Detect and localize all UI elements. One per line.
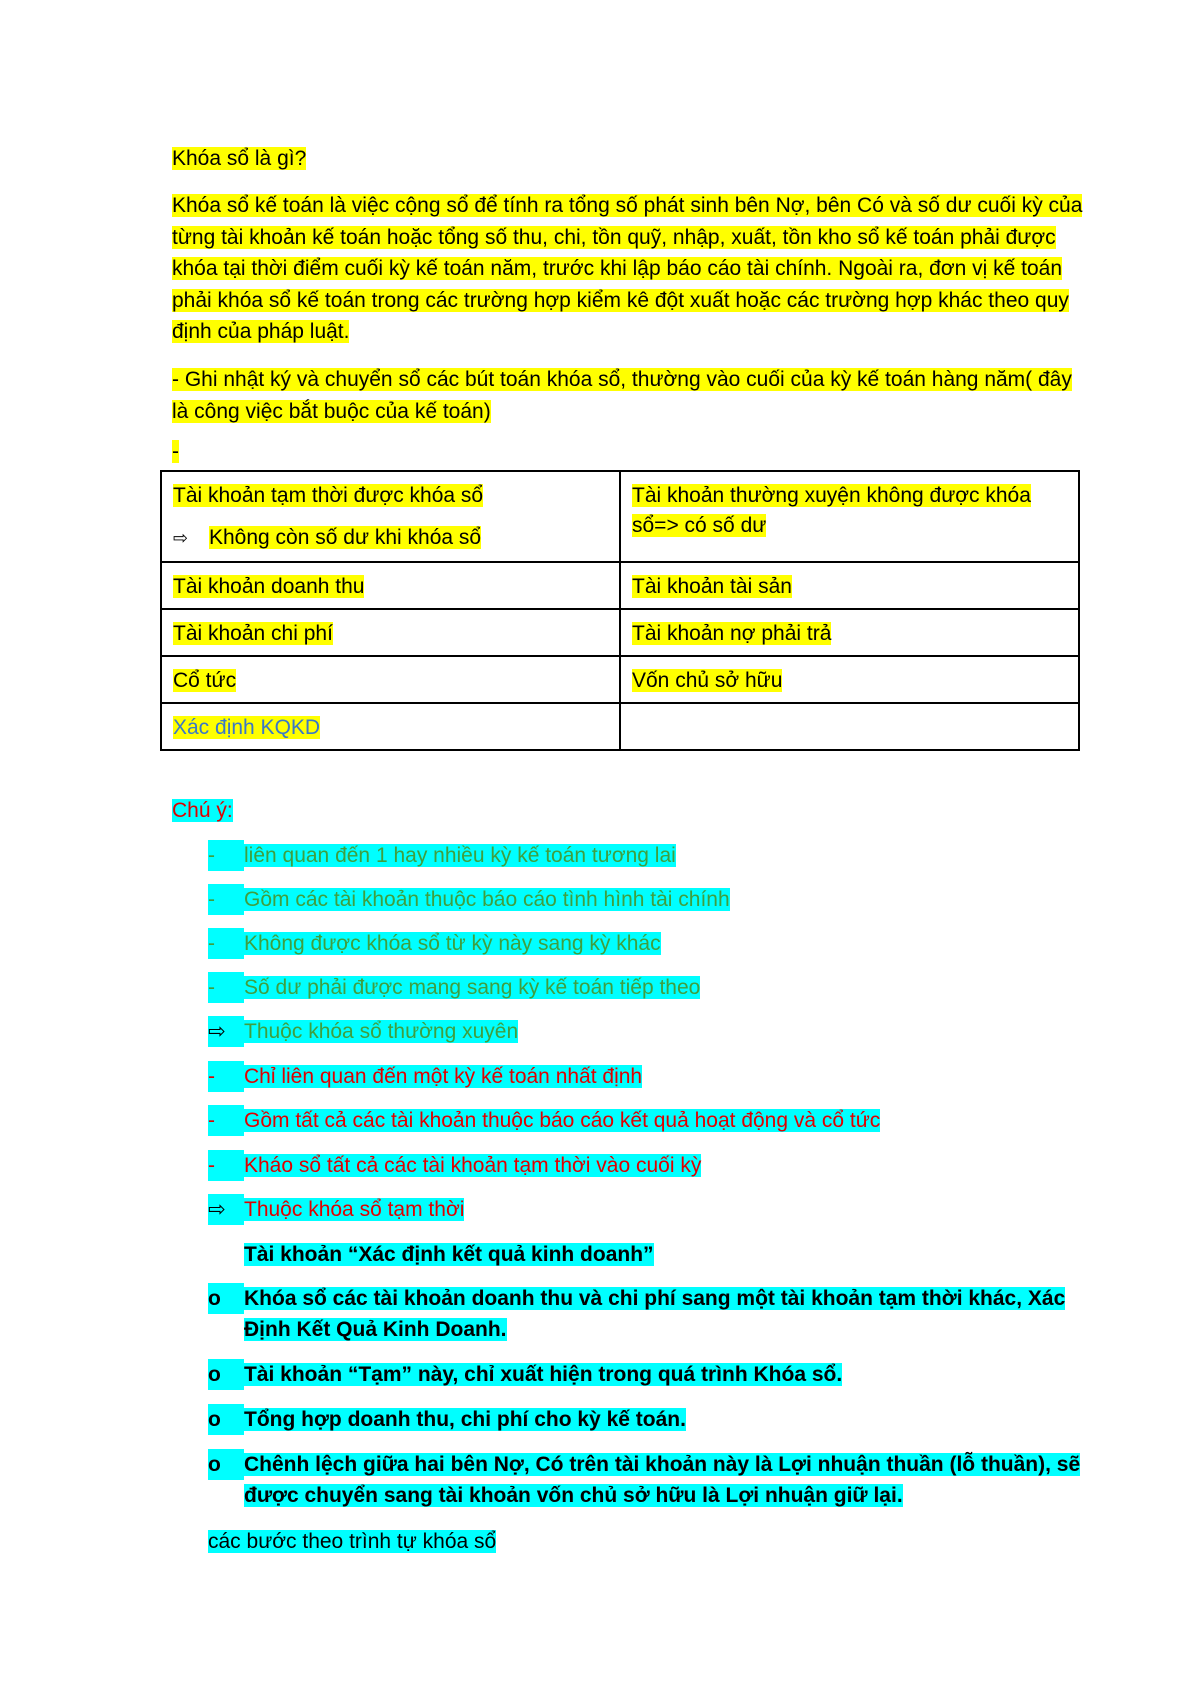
list-item <box>208 1150 1108 1181</box>
table-header-left-cell <box>161 471 620 562</box>
list-item-text: Không được khóa sổ từ kỳ này sang kỳ khác <box>244 932 661 955</box>
bullet-dash: - <box>208 1105 244 1136</box>
bullet-dash: - <box>208 840 244 871</box>
circle-bullet-icon: o <box>208 1359 244 1390</box>
permanent-accounts-header: Tài khoản thường xuyện không được khóa sổ=> có số dư <box>632 484 1031 537</box>
table-cell <box>620 703 1079 750</box>
cell-text: Tài khoản doanh thu <box>173 575 365 598</box>
dash-text: - <box>172 440 179 463</box>
cell-text: Xác định KQKD <box>173 716 321 739</box>
list-item <box>208 972 1108 1003</box>
list-item <box>208 1359 1108 1390</box>
cell-text: Tài khoản tài sản <box>632 575 792 598</box>
bullet-dash: - <box>208 1061 244 1092</box>
journal-note-text: - Ghi nhật ký và chuyển sổ các bút toán khóa sổ, thường vào cuối của kỳ kế toán hàng năm( đây là công việc bắt buộc của kế toán) <box>172 368 1072 423</box>
list-item-text: Chỉ liên quan đến một kỳ kế toán nhất định <box>244 1065 643 1088</box>
table-row <box>161 656 1079 703</box>
table-cell <box>161 703 620 750</box>
definition-paragraph <box>172 190 1092 348</box>
journal-note-paragraph <box>172 364 1092 427</box>
list-item <box>208 1404 1108 1435</box>
bullet-dash: - <box>208 884 244 915</box>
cell-text: Tài khoản nợ phải trả <box>632 622 832 645</box>
steps-title-text: các bước theo trình tự khóa sổ <box>208 1530 497 1553</box>
temporary-accounts-header: Tài khoản tạm thời được khóa sổ <box>173 484 484 507</box>
bullet-dash: - <box>208 972 244 1003</box>
table-cell <box>620 656 1079 703</box>
table-cell <box>161 656 620 703</box>
arrow-right-icon: ⇨ <box>208 1194 244 1225</box>
list-item-text: Kháo sổ tất cả các tài khoản tạm thời vào cuối kỳ <box>244 1154 702 1177</box>
arrow-right-icon: ⇨ <box>173 528 189 548</box>
list-item <box>208 1061 1108 1092</box>
list-item-text: Khóa sổ các tài khoản doanh thu và chi phí sang một tài khoản tạm thời khác, Xác Định Kết Quả Kinh Doanh. <box>244 1287 1066 1341</box>
note-title <box>172 795 1092 827</box>
list-item-text: Tài khoản “Tạm” này, chỉ xuất hiện trong quá trình Khóa sổ. <box>244 1363 843 1386</box>
cell-text: Tài khoản chi phí <box>173 622 333 645</box>
heading-text: Khóa sổ là gì? <box>172 147 307 170</box>
list-item-text: Thuộc khóa sổ thường xuyên <box>244 1020 519 1043</box>
list-item-text: Số dư phải được mang sang kỳ kế toán tiếp theo <box>244 976 701 999</box>
table-cell <box>161 609 620 656</box>
cell-text: Vốn chủ sở hữu <box>632 669 783 692</box>
table-row <box>161 703 1079 750</box>
circle-bullet-icon: o <box>208 1449 244 1480</box>
account-title-text: Tài khoản “Xác định kết quả kinh doanh” <box>244 1243 654 1266</box>
list-item-text: liên quan đến 1 hay nhiều kỳ kế toán tương lai <box>244 844 676 867</box>
table-cell <box>161 562 620 609</box>
table-header-row <box>161 471 1079 562</box>
bullet-dash: - <box>208 928 244 959</box>
note-title-text: Chú ý: <box>172 799 233 822</box>
list-item <box>208 928 1108 959</box>
header-sub-line <box>173 523 609 553</box>
list-item <box>208 1449 1108 1511</box>
cell-text: Cổ tức <box>173 669 237 692</box>
list-item-text: Thuộc khóa sổ tạm thời <box>244 1198 465 1221</box>
heading <box>172 143 1092 175</box>
arrow-right-icon: ⇨ <box>208 1016 244 1047</box>
list-item <box>208 1016 1108 1047</box>
dash-paragraph <box>172 436 1092 468</box>
table-row <box>161 609 1079 656</box>
definition-text: Khóa sổ kế toán là việc cộng sổ để tính ra tổng số phát sinh bên Nợ, bên Có và số dư cuối kỳ của từng tài khoản kế toán hoặc tổng số thu, chi, tồn quỹ, nhập, xuất, tồn kho sổ kế toán phải được khóa tại thời điểm cuối kỳ kế toán năm, trước khi lập báo cáo tài chính. Ngoài ra, đơn vị kế toán phải khóa sổ kế toán trong các trường hợp kiểm kê đột xuất hoặc các trường hợp khác theo quy định của pháp luật. <box>172 194 1083 343</box>
circle-bullet-icon: o <box>208 1404 244 1435</box>
list-item-text: Gồm các tài khoản thuộc báo cáo tình hình tài chính <box>244 888 730 911</box>
table-cell <box>620 562 1079 609</box>
table-row <box>161 562 1079 609</box>
list-item <box>208 840 1108 871</box>
list-item <box>208 1194 1108 1225</box>
list-item-text: Chênh lệch giữa hai bên Nợ, Có trên tài khoản này là Lợi nhuận thuần (lỗ thuần), sẽ được chuyển sang tài khoản vốn chủ sở hữu là Lợi nhuận giữ lại. <box>244 1453 1081 1507</box>
table-header-right-cell <box>620 471 1079 562</box>
steps-title <box>208 1526 1108 1557</box>
list-item-text: Tổng hợp doanh thu, chi phí cho kỳ kế toán. <box>244 1408 686 1431</box>
account-title <box>208 1239 1108 1270</box>
circle-bullet-icon: o <box>208 1283 244 1314</box>
list-item <box>208 1105 1108 1136</box>
bullet-dash: - <box>208 1150 244 1181</box>
list-item-text: Gồm tất cả các tài khoản thuộc báo cáo kết quả hoạt động và cổ tức <box>244 1109 881 1132</box>
list-item <box>208 884 1108 915</box>
table-cell <box>620 609 1079 656</box>
list-item <box>208 1283 1108 1345</box>
accounts-table <box>160 470 1080 751</box>
no-balance-note: Không còn số dư khi khóa sổ <box>209 526 482 549</box>
